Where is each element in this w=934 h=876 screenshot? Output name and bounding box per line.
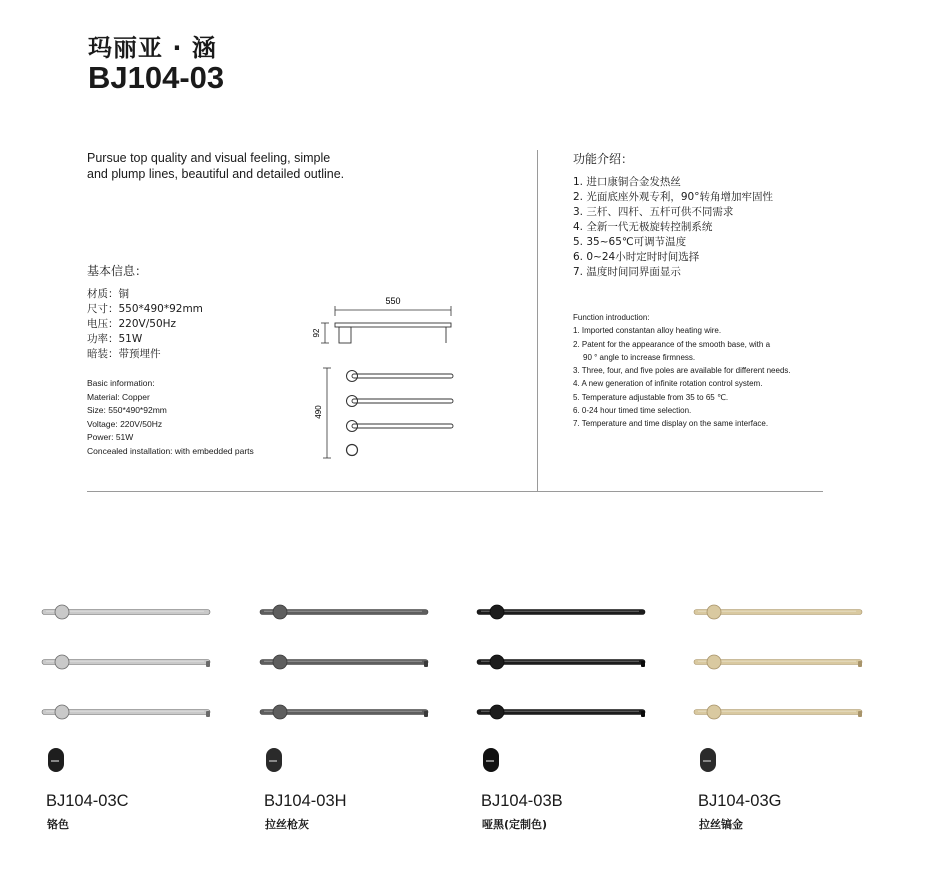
- function-item: 1. Imported constantan alloy heating wire.: [573, 326, 722, 336]
- spec-line: Voltage: 220V/50Hz: [87, 418, 163, 429]
- rail-bar: [694, 705, 862, 719]
- control-knob: [483, 748, 499, 772]
- rail-bar: [477, 655, 645, 669]
- function-item: 1. 进口康铜合金发热丝: [573, 176, 681, 188]
- control-knob: [266, 748, 282, 772]
- product-variant-chrome: [40, 600, 230, 830]
- rail-end-cap: [641, 711, 645, 717]
- function-item: 5. Temperature adjustable from 35 to 65 ℃.: [573, 392, 729, 402]
- product-variant-brushed-gold: [692, 600, 882, 830]
- knob-display: [51, 760, 59, 762]
- spec-line: Material: Copper: [87, 391, 150, 402]
- function-list-cn: [573, 175, 773, 280]
- product-model: BJ104-03: [88, 60, 225, 95]
- rail-mount: [707, 655, 721, 669]
- basic-info-cn: [87, 287, 203, 362]
- control-knob: [700, 748, 716, 772]
- spec-line: 尺寸：550*490*92mm: [87, 303, 203, 315]
- intro-text: [87, 150, 407, 182]
- height-dimension-label: 490: [314, 405, 323, 419]
- depth-dimension-label: 92: [312, 328, 321, 338]
- function-item: 6. 0-24 hour timed time selection.: [573, 406, 692, 416]
- function-item: 90 ° angle to increase firmness.: [583, 352, 696, 362]
- rail-mount: [707, 705, 721, 719]
- intro-line: and plump lines, beautiful and detailed outline.: [87, 167, 345, 181]
- function-item: 4. A new generation of infinite rotation control system.: [573, 379, 763, 389]
- function-item: 2. 光面底座外观专利，90°转角增加牢固性: [573, 191, 773, 203]
- rail-bar: [42, 655, 210, 669]
- product-name-cn: 玛丽亚 · 涵: [88, 34, 217, 62]
- spec-line: Concealed installation: with embedded parts: [87, 445, 254, 456]
- towel-rail-image: [40, 600, 220, 780]
- rail-mount: [490, 655, 504, 669]
- product-variant-gunmetal: [258, 600, 448, 830]
- towel-rail-image: [475, 600, 655, 780]
- spec-line: 暗装：带预埋件: [87, 348, 161, 360]
- rail-bar: [477, 605, 645, 619]
- control-knob: [48, 748, 64, 772]
- rail-mount: [55, 605, 69, 619]
- knob-display: [486, 760, 494, 762]
- function-heading: 功能介绍：: [573, 152, 634, 166]
- variant-code: BJ104-03B: [481, 792, 563, 810]
- rail-bar: [260, 705, 428, 719]
- rail-end-cap: [858, 661, 862, 667]
- variant-color-name: 拉丝枪灰: [265, 818, 309, 831]
- spec-line: 材质：铜: [87, 288, 129, 300]
- basic-info-heading: 基本信息：: [87, 264, 148, 278]
- function-item: Function introduction:: [573, 313, 650, 322]
- variant-code: BJ104-03C: [46, 792, 129, 810]
- variant-color-name: 铬色: [47, 818, 69, 831]
- rail-end-cap: [424, 661, 428, 667]
- spec-line: Basic information:: [87, 378, 155, 388]
- function-item: 6. 0~24小时定时时间选择: [573, 251, 700, 263]
- towel-rail-image: [692, 600, 872, 780]
- function-item: 7. 温度时间同界面显示: [573, 266, 681, 278]
- rail-end-cap: [858, 711, 862, 717]
- rail-mount: [273, 655, 287, 669]
- spec-line: Power: 51W: [87, 432, 134, 442]
- variant-code: BJ104-03G: [698, 792, 782, 810]
- rail-end-cap: [206, 661, 210, 667]
- rail-end-cap: [424, 711, 428, 717]
- knob-display: [269, 760, 277, 762]
- dimension-drawing: [305, 290, 475, 465]
- spec-line: 功率：51W: [87, 333, 143, 345]
- rail-end-cap: [206, 711, 210, 717]
- variant-color-name: 拉丝镐金: [699, 818, 743, 831]
- spec-line: 电压：220V/50Hz: [87, 318, 177, 330]
- rail-bar: [260, 655, 428, 669]
- variant-color-name: 哑黑(定制色): [482, 818, 548, 831]
- function-item: 7. Temperature and time display on the same interface.: [573, 419, 769, 429]
- rail-mount: [273, 705, 287, 719]
- function-item: 4. 全新一代无极旋转控制系统: [573, 221, 713, 233]
- intro-line: Pursue top quality and visual feeling, simple: [87, 151, 331, 165]
- rail-bar: [694, 655, 862, 669]
- variant-code: BJ104-03H: [264, 792, 347, 810]
- towel-rail-image: [258, 600, 438, 780]
- rail-bar: [694, 605, 862, 619]
- rail-mount: [490, 705, 504, 719]
- spec-line: Size: 550*490*92mm: [87, 405, 167, 415]
- function-list-en: [573, 311, 843, 431]
- product-variant-matte-black: [475, 600, 665, 830]
- rail-mount: [55, 705, 69, 719]
- rail-mount: [55, 655, 69, 669]
- width-dimension-label: 550: [385, 296, 401, 306]
- rail-bar: [42, 605, 210, 619]
- rail-bar: [260, 605, 428, 619]
- rail-bar: [42, 705, 210, 719]
- rail-bar: [477, 705, 645, 719]
- rail-mount: [707, 605, 721, 619]
- function-item: 3. Three, four, and five poles are available for different needs.: [573, 366, 791, 376]
- rail-mount: [273, 605, 287, 619]
- function-item: 3. 三杆、四杆、五杆可供不同需求: [573, 206, 734, 218]
- rail-mount: [490, 605, 504, 619]
- column-divider: [537, 150, 538, 492]
- function-item: 5. 35~65℃可调节温度: [573, 236, 687, 248]
- function-item: 2. Patent for the appearance of the smooth base, with a: [573, 339, 771, 349]
- basic-info-en: [87, 377, 254, 458]
- section-divider: [87, 491, 823, 492]
- rail-end-cap: [641, 661, 645, 667]
- knob-display: [703, 760, 711, 762]
